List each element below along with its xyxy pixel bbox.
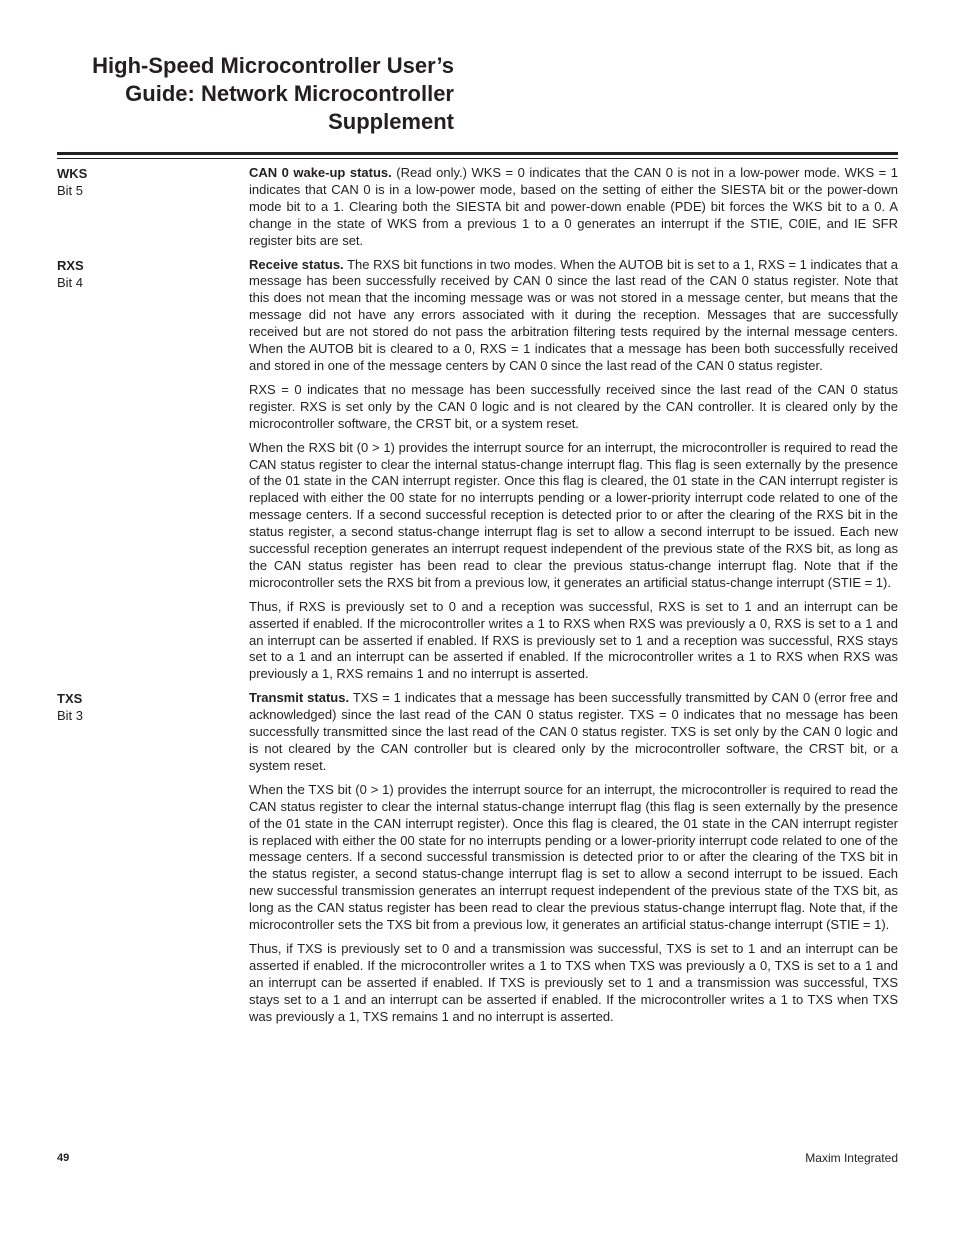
register-label [57, 690, 249, 1025]
register-bit-descriptions [57, 165, 898, 1026]
register-bit: Bit 5 [57, 183, 84, 198]
description-paragraph: Thus, if RXS is previously set to 0 and a reception was successful, RXS is set to 1 and an interrupt can be asserted if enabled. If the microcontroller writes a 1 to RXS when RXS was previously a 0, RXS is set to a 1 and an interrupt can be asserted if enabled. If RXS is previously set to 1 and a reception was successful, RXS stays set to a 1 and an interrupt can be asserted if enabled. If the microcontroller writes a 1 to RXS when RXS was previously a 1, RXS remains 1 and no interrupt is asserted. [249, 598, 898, 682]
description-paragraph: Thus, if TXS is previously set to 0 and a transmission was successful, TXS is set to 1 and an interrupt can be asserted if enabled. If the microcontroller writes a 1 to TXS when TXS was previously a 0, TXS is set to a 1 and an interrupt can be asserted if enabled. If TXS is previously set to 1 and a transmission was successful, TXS stays set to a 1 and an interrupt can be asserted if enabled. If the microcontroller writes a 1 to TXS when TXS was previously a 1, TXS remains 1 and no interrupt is asserted. [249, 940, 898, 1024]
register-bit: Bit 3 [57, 708, 84, 724]
register-entry-rxs [57, 257, 898, 684]
document-title-line: Guide: Network Microcontroller [125, 81, 454, 106]
footer-company-name: Maxim Integrated [805, 1151, 898, 1165]
header-rule-thin [57, 158, 898, 159]
register-entry-txs [57, 690, 898, 1025]
register-description [249, 690, 898, 1025]
description-text: The RXS bit functions in two modes. When the AUTOB bit is set to a 1, RXS = 1 indicates that a message has been successfully received by CAN 0 since the last read of the CAN 0 status register. Note that this does not mean that the incoming message was or was not stored in a message center, but means that the message did not have any errors associated with it during the reception. Messages that are successfully received but are not stored do not pass the arbitration filtering tests required by the internal message centers. When the AUTOB bit is cleared to a 0, RXS = 1 indicates that a message has been both successfully received and stored in one of the message centers by CAN 0 since the last read of the CAN 0 status register. [249, 256, 898, 373]
description-text: (Read only.) WKS = 0 indicates that the CAN 0 is not in a low-power mode. WKS = 1 indicates that CAN 0 is in a low-power mode, based on the setting of either the SIESTA bit or the power-down mode bit to a 1. Clearing both the SIESTA bit and power-down enable (PDE) bit forces the WKS bit to a 0. A change in the state of WKS from a previous 1 to a 0 generates an interrupt if the STIE, C0IE, and IE SFR register bits are set. [249, 165, 898, 248]
description-lead: CAN 0 wake-up status. [249, 165, 392, 180]
register-name: RXS [57, 257, 84, 273]
document-title [40, 52, 454, 136]
register-description [249, 257, 898, 684]
document-title-line: Supplement [328, 109, 454, 134]
header-rule-thick [57, 152, 898, 155]
register-label [57, 165, 249, 250]
register-name: WKS [57, 166, 88, 181]
page-number: 49 [57, 1152, 70, 1164]
register-label [57, 257, 249, 684]
description-paragraph: RXS = 0 indicates that no message has been successfully received since the last read of the CAN 0 status register. RXS is set only by the CAN 0 logic and is not cleared by the CAN controller. It is cleared only by the microcontroller software, the CRST bit, or a system reset. [249, 381, 898, 431]
register-entry-wks [57, 165, 898, 250]
description-paragraph [249, 690, 898, 775]
document-title-line: High-Speed Microcontroller User’s [92, 53, 454, 78]
description-paragraph: When the TXS bit (0 > 1) provides the interrupt source for an interrupt, the microcontroller is required to read the CAN status register to clear the internal status-change interrupt flag (this flag is seen externally by the presence of the 01 state in the CAN interrupt register). Once this flag is cleared, the 01 state in the CAN interrupt register is replaced with either the 00 state for no interrupts pending or a lower-priority interrupt code related to one of the message centers. If a second successful transmission is detected prior to or after the clearing of the TXS bit in the status register, a second status-change interrupt flag is set to allow a second interrupt to be issued. Each new successful transmission generates an interrupt request independent of the previous state of the TXS bit, as long as the CAN status register has been read to clear the previous status-change interrupt flag. Note that, if the microcontroller sets the TXS bit from a previous low, it generates an artificial status-change interrupt (STIE = 1). [249, 781, 898, 933]
description-lead: Transmit status. [249, 690, 350, 706]
description-text: TXS = 1 indicates that a message has been successfully transmitted by CAN 0 (error free and acknowledged) since the last read of the CAN 0 status register. TXS = 0 indicates that no message has been successfully transmitted since the last read of the CAN 0 status register. TXS is set only by the CAN 0 logic and is not cleared by the CAN controller but is cleared only by the microcontroller software, the CRST bit, or a system reset. [249, 690, 898, 773]
description-paragraph [249, 257, 898, 375]
description-paragraph: When the RXS bit (0 > 1) provides the interrupt source for an interrupt, the microcontroller is required to read the CAN status register to clear the internal status-change interrupt flag. This flag is seen externally by the presence of the 01 state in the CAN interrupt register. Once this flag is cleared, the 01 state in the CAN interrupt register is replaced with either the 00 state for no interrupts pending or a lower-priority interrupt code related to one of the message centers. If a second successful reception is detected prior to or after the clearing of the RXS bit in the status register, a second status-change interrupt flag is set to allow a second interrupt to be issued. Each new successful reception generates an interrupt request independent of the previous state of the RXS bit, as long as the CAN status register has been read to clear the previous status-change interrupt flag. Note that if the microcontroller sets the RXS bit from a previous low, it generates an artificial status-change interrupt (STIE = 1). [249, 439, 898, 590]
register-description [249, 165, 898, 250]
register-bit: Bit 4 [57, 274, 84, 290]
description-lead: Receive status. [249, 256, 344, 272]
register-name: TXS [57, 691, 83, 707]
description-paragraph [249, 165, 898, 250]
